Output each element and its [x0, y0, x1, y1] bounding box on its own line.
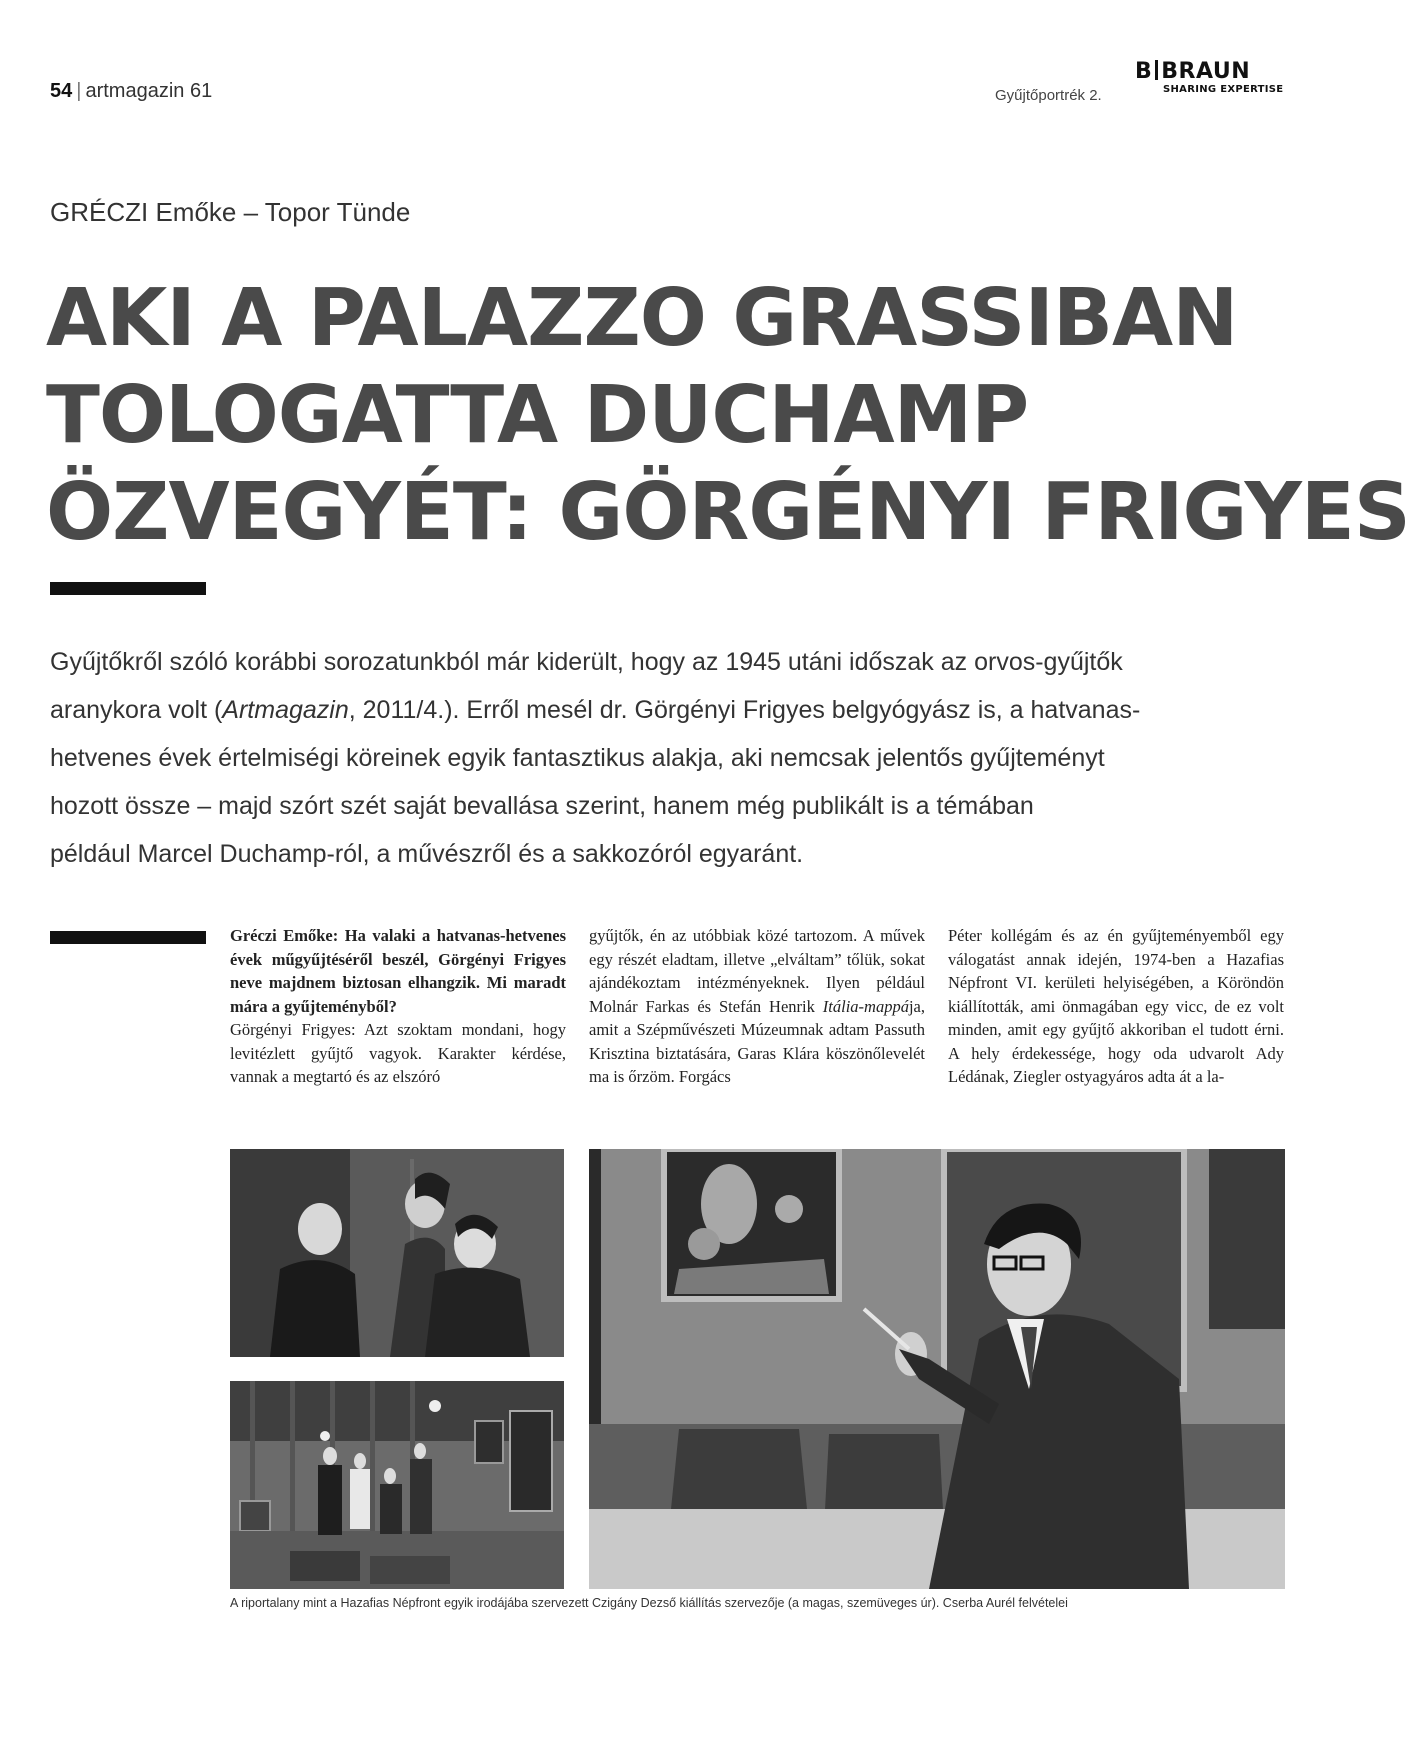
lead-paragraph [50, 638, 1290, 878]
body-divider [50, 931, 206, 944]
lead-line: Gyűjtőkről szóló korábbi sorozatunkból már kiderült, hogy az 1945 utáni időszak az orvos-gyűjtők [50, 648, 1123, 676]
lead-text: aranykora volt ( [50, 696, 223, 724]
body-column-1 [230, 924, 566, 1089]
lead-line: például Marcel Duchamp-ról, a művészről és a sakkozóról egyaránt. [50, 840, 804, 868]
body-column-3 [948, 924, 1284, 1089]
section-name: Gyűjtőportrék 2. [995, 87, 1102, 104]
interview-answer-continued: Péter kollégám és az én gyűjteményemből egy válogatást annak idején, 1974-ben a Hazafias Népfront VI. kerületi helyiségében, a Köröndön kiállították, ami önmagában egy vicc, de ez volt minden, amit egy gyűjtő akkoriban el tudott érni. A hely érdekessége, hogy oda udvarolt Ady Lédának, Ziegler ostyagyáros adta át a la- [948, 926, 1284, 1086]
body-text: ja, amit a Szépművészeti Múzeumnak adtam Passuth Krisztina biztatására, Garas Klára köszönőlevelét ma is őrzöm. Forgács [589, 996, 925, 1086]
title-line: ÖZVEGYÉT: GÖRGÉNYI FRIGYES [46, 466, 1410, 558]
photo-portrait-with-pen [589, 1149, 1285, 1589]
photo-caption: A riportalany mint a Hazafias Népfront egyik irodájába szervezett Czigány Dezső kiállítás szervezője (a magas, szemüveges úr). Cserba Aurél felvételei [230, 1596, 1068, 1610]
photo-exhibition-room [230, 1381, 564, 1589]
lead-line [50, 686, 1290, 734]
interview-answer-continued [589, 924, 925, 1089]
title-divider [50, 582, 206, 595]
title-line: TOLOGATTA DUCHAMP [46, 369, 1029, 461]
logo-brand-name: BRAUN [1161, 59, 1251, 84]
interview-question: Gréczi Emőke: Ha valaki a hatvanas-hetvenes évek műgyűjtéséről beszél, Görgényi Frigyes neve majdnem biztosan elhangzik. Mi maradt mára a gyűjteményből? [230, 926, 566, 1016]
page-number: 54 [50, 80, 73, 102]
artwork-title: Itália-mappá [822, 996, 909, 1016]
body-column-2 [589, 924, 925, 1089]
header-separator: | [76, 80, 82, 102]
logo-tagline: SHARING EXPERTISE [1163, 84, 1284, 95]
body-text: gyűjtők, én az utóbbiak közé tartozom. A művek egy részét eladtam, illetve „elváltam” tőlük, sokat ajándékoztam intézményeknek. Ilyen például Molnár Farkas és Stefán Henrik [589, 926, 925, 1016]
magazine-name: artmagazin 61 [85, 80, 213, 102]
logo-bar [1155, 60, 1158, 80]
lead-line: hozott össze – majd szórt szét saját bevallása szerint, hanem még publikált is a témában [50, 792, 1034, 820]
article-title [46, 270, 1410, 561]
magazine-citation: Artmagazin [222, 696, 349, 724]
braun-logo [1135, 60, 1295, 95]
lead-text: , 2011/4.). Erről mesél dr. Görgényi Frigyes belgyógyász is, a hatvanas- [348, 696, 1141, 724]
interview-answer: Görgényi Frigyes: Azt szoktam mondani, hogy levitézlett gyűjtő vagyok. Karakter kérdése, vannak a megtartó és az elszóró [230, 1020, 566, 1086]
lead-line: hetvenes évek értelmiségi köreinek egyik fantasztikus alakja, aki nemcsak jelentős gyűjteményt [50, 744, 1105, 772]
article-authors: GRÉCZI Emőke – Topor Tünde [50, 197, 411, 227]
title-line: AKI A PALAZZO GRASSIBAN [46, 272, 1238, 364]
page-header-left [50, 80, 212, 103]
photo-conversation [230, 1149, 564, 1357]
logo-b: B [1135, 59, 1153, 84]
